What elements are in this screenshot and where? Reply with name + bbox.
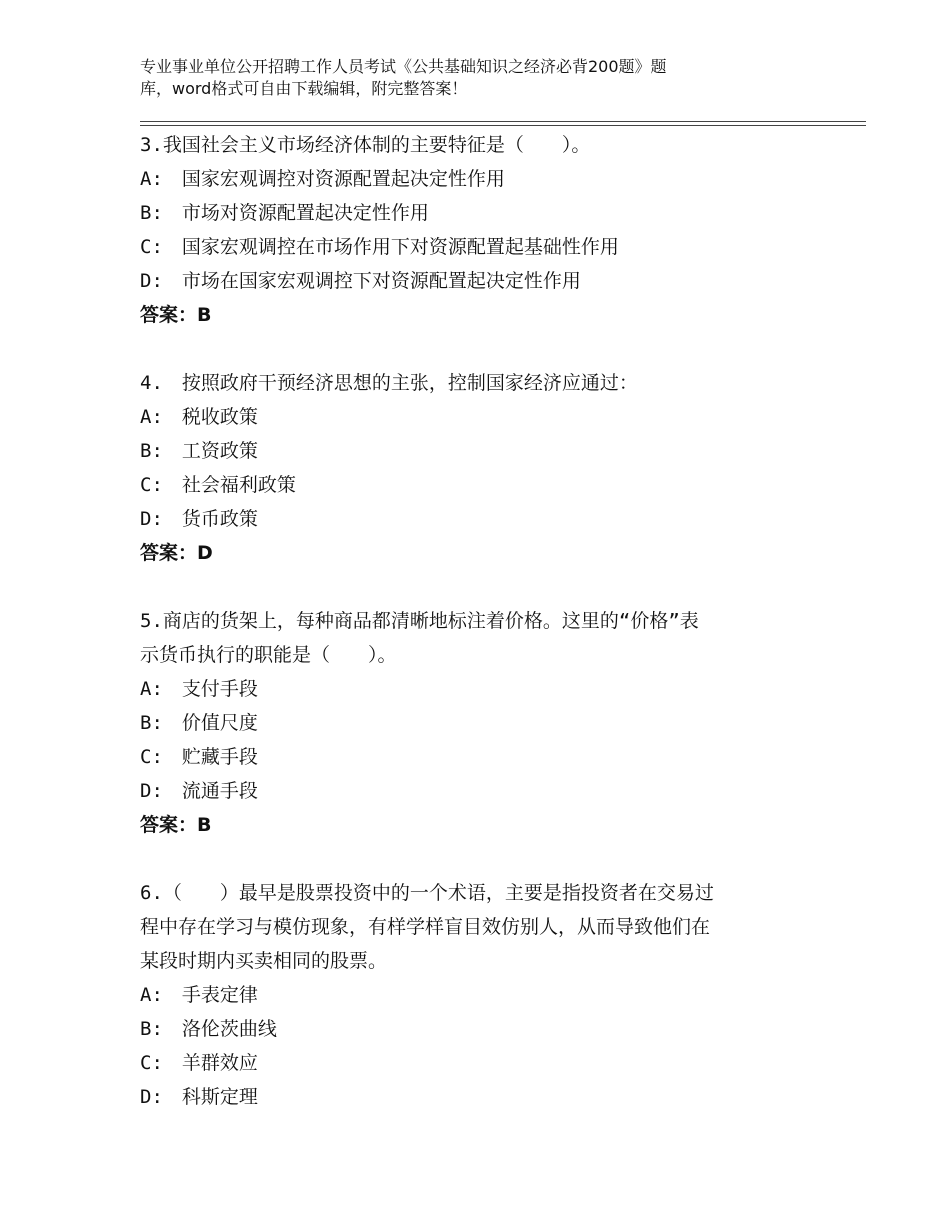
question-stem-line: 程中存在学习与模仿现象，有样学样盲目效仿别人，从而导致他们在	[140, 916, 711, 938]
header-divider-bottom	[140, 125, 866, 126]
option-c: C: 羊群效应	[140, 1052, 258, 1074]
question-stem-line: 5.商店的货架上，每种商品都清晰地标注着价格。这里的“价格”表	[140, 610, 699, 632]
option-d: D: 货币政策	[140, 508, 258, 530]
answer-line: 答案：B	[140, 814, 212, 836]
question-stem-line: 示货币执行的职能是（ ）。	[140, 644, 397, 666]
question-3	[140, 128, 800, 332]
option-d: D: 流通手段	[140, 780, 258, 802]
question-6	[140, 876, 800, 1114]
option-b: B: 洛伦茨曲线	[140, 1018, 277, 1040]
option-c: C: 贮藏手段	[140, 746, 258, 768]
answer-line: 答案：D	[140, 542, 213, 564]
question-stem-line: 6.（ ）最早是股票投资中的一个术语，主要是指投资者在交易过	[140, 882, 714, 904]
question-stem: 4. 按照政府干预经济思想的主张，控制国家经济应通过：	[140, 372, 638, 394]
question-spacer	[140, 570, 800, 604]
option-d: D: 市场在国家宏观调控下对资源配置起决定性作用	[140, 270, 581, 292]
option-b: B: 工资政策	[140, 440, 258, 462]
option-a: A: 手表定律	[140, 984, 258, 1006]
question-5	[140, 604, 800, 842]
option-d: D: 科斯定理	[140, 1086, 258, 1108]
header-title-line-1: 专业事业单位公开招聘工作人员考试《公共基础知识之经济必背200题》题	[140, 57, 667, 76]
question-spacer	[140, 842, 800, 876]
question-stem-line: 某段时期内买卖相同的股票。	[140, 950, 388, 972]
option-a: A: 支付手段	[140, 678, 258, 700]
header-divider-top	[140, 121, 866, 122]
answer-line: 答案：B	[140, 304, 212, 326]
document-header	[140, 56, 780, 100]
option-a: A: 税收政策	[140, 406, 258, 428]
option-b: B: 价值尺度	[140, 712, 258, 734]
question-4	[140, 366, 800, 570]
question-spacer	[140, 332, 800, 366]
question-list	[140, 128, 800, 1114]
header-title-line-2: 库，word格式可自由下载编辑，附完整答案！	[140, 79, 468, 98]
option-a: A: 国家宏观调控对资源配置起决定性作用	[140, 168, 505, 190]
option-c: C: 国家宏观调控在市场作用下对资源配置起基础性作用	[140, 236, 619, 258]
option-c: C: 社会福利政策	[140, 474, 296, 496]
option-b: B: 市场对资源配置起决定性作用	[140, 202, 429, 224]
question-stem: 3.我国社会主义市场经济体制的主要特征是（ ）。	[140, 134, 591, 156]
